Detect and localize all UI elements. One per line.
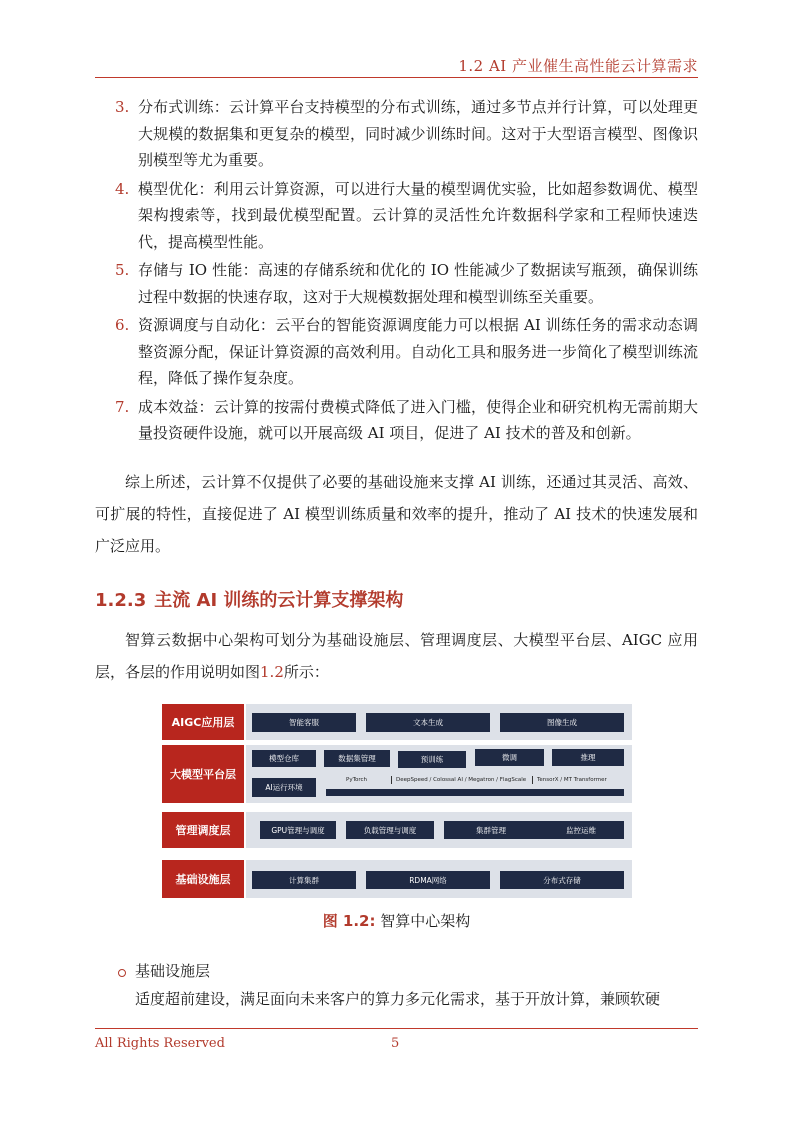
layer-item: 图像生成 <box>500 713 624 732</box>
intro-text-end: 所示： <box>283 663 329 681</box>
runtime-chip: AI运行环境 <box>252 778 316 797</box>
layer-item: 数据集管理 <box>324 750 390 767</box>
layer-box <box>246 812 632 848</box>
list-number: 3. <box>115 98 130 116</box>
section-heading <box>95 586 403 612</box>
section-number: 1.2.3 <box>95 590 147 611</box>
architecture-figure <box>162 704 632 898</box>
infrastructure-layer <box>162 860 632 898</box>
framework-bar <box>326 789 624 796</box>
list-text: 存储与 IO 性能：高速的存储系统和优化的 IO 性能减少了数据读写瓶颈，确保训练过程中数据的快速存取，这对于大规模数据处理和模型训练至关重要。 <box>138 261 698 306</box>
layer-label: AIGC应用层 <box>162 704 244 740</box>
running-header: 1.2 AI 产业催生高性能云计算需求 <box>458 57 698 75</box>
layer-item: 推理 <box>552 749 624 766</box>
list-item <box>95 257 698 310</box>
list-item <box>95 94 698 174</box>
list-number: 7. <box>115 397 130 416</box>
layer-box <box>246 860 632 898</box>
list-item <box>95 312 698 392</box>
framework-label: TensorX / MT Transformer <box>537 777 607 783</box>
list-item <box>95 176 698 256</box>
layer-item: 微调 <box>475 749 544 766</box>
list-text: 分布式训练：云计算平台支持模型的分布式训练，通过多节点并行计算，可以处理更大规模的数据集和更复杂的模型，同时减少训练时间。这对于大型语言模型、图像识别模型等尤为重要。 <box>138 98 698 169</box>
figure-reference-link[interactable]: 1.2 <box>260 663 284 681</box>
footer-rule <box>95 1028 698 1029</box>
header-rule <box>95 77 698 78</box>
layer-label: 大模型平台层 <box>162 745 244 803</box>
page-number: 5 <box>391 1036 400 1051</box>
layer-item: 负载管理与调度 <box>346 821 434 839</box>
layer-item: 分布式存储 <box>500 871 624 889</box>
layer-item: 预训练 <box>398 751 466 768</box>
list-item <box>95 394 698 447</box>
layer-box <box>246 745 632 803</box>
list-text: 资源调度与自动化：云平台的智能资源调度能力可以根据 AI 训练任务的需求动态调整资源分配，保证计算资源的高效利用。自动化工具和服务进一步简化了模型训练流程，降低了操作复杂度。 <box>138 316 698 387</box>
management-layer <box>162 812 632 848</box>
framework-separator <box>391 776 392 784</box>
section-title: 主流 AI 训练的云计算支撑架构 <box>154 590 404 611</box>
layer-item: GPU管理与调度 <box>260 821 336 839</box>
figure-caption <box>0 910 793 931</box>
platform-layer <box>162 745 632 803</box>
list-number: 6. <box>115 316 130 334</box>
numbered-list <box>95 94 698 449</box>
framework-separator <box>532 776 533 784</box>
layer-item: 文本生成 <box>366 713 490 732</box>
framework-label: PyTorch <box>346 777 368 783</box>
layer-item: 模型仓库 <box>252 750 316 767</box>
caption-label: 图 1.2: <box>322 912 376 930</box>
layer-item: 监控运维 <box>538 821 624 839</box>
layer-item: RDMA网络 <box>366 871 490 889</box>
intro-paragraph <box>95 624 698 688</box>
bullet-circle-icon <box>118 969 126 977</box>
list-number: 4. <box>115 179 130 198</box>
list-text: 模型优化：利用云计算资源，可以进行大量的模型调优实验，比如超参数调优、模型架构搜索等，找到最优模型配置。云计算的灵活性允许数据科学家和工程师快速迭代，提高模型性能。 <box>138 179 698 251</box>
list-text: 成本效益：云计算的按需付费模式降低了进入门槛，使得企业和研究机构无需前期大量投资硬件设施，就可以开展高级 AI 项目，促进了 AI 技术的普及和创新。 <box>138 397 698 442</box>
aigc-layer <box>162 704 632 740</box>
summary-paragraph: 综上所述，云计算不仅提供了必要的基础设施来支撑 AI 训练，还通过其灵活、高效、可扩展的特性，直接促进了 AI 模型训练质量和效率的提升，推动了 AI 技术的快速发展和广泛应用。 <box>95 473 698 555</box>
framework-label: DeepSpeed / Colossal AI / Megatron / FlagScale <box>396 777 527 783</box>
layer-box <box>246 704 632 740</box>
layer-item: 智能客服 <box>252 713 356 732</box>
list-number: 5. <box>115 261 130 279</box>
layer-label: 管理调度层 <box>162 812 244 848</box>
footer-rights: All Rights Reserved <box>95 1036 225 1051</box>
layer-item: 计算集群 <box>252 871 356 889</box>
caption-text: 智算中心架构 <box>375 912 471 930</box>
bullet-title: 基础设施层 <box>135 962 211 980</box>
bullet-paragraph: 适度超前建设，满足面向未来客户的算力多元化需求，基于开放计算，兼顾软硬 <box>135 990 661 1008</box>
layer-item: 集群管理 <box>444 821 538 839</box>
intro-text: 智算云数据中心架构可划分为基础设施层、管理调度层、大模型平台层、AIGC 应用层，各层的作用说明如图 <box>95 631 698 681</box>
layer-label: 基础设施层 <box>162 860 244 898</box>
